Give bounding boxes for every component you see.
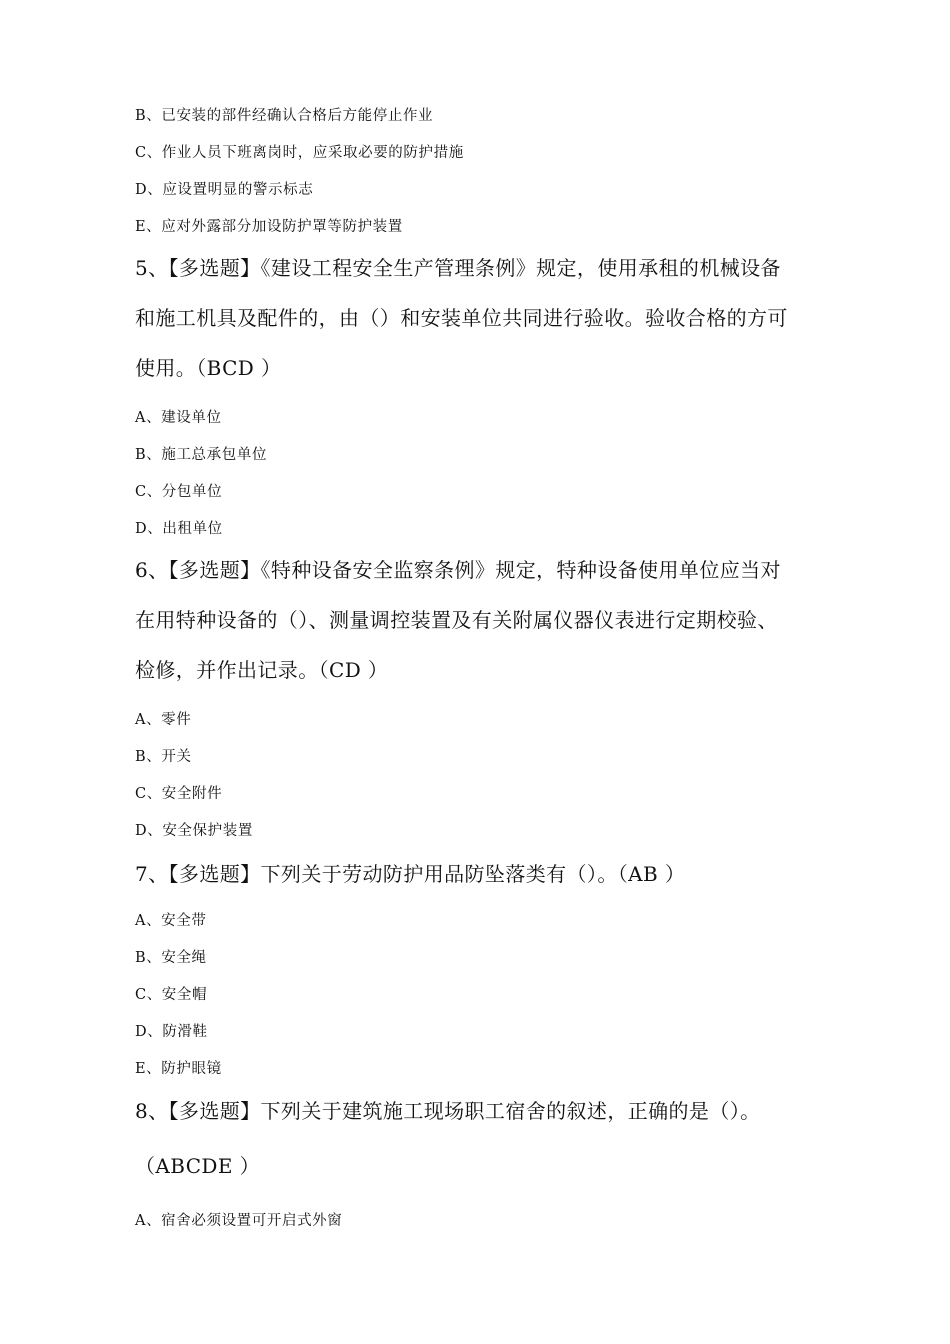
question-5-line-3: 使用。（BCD ） bbox=[135, 356, 282, 380]
question-5-line-1: 5、【多选题】《建设工程安全生产管理条例》规定，使用承租的机械设备 bbox=[135, 256, 781, 280]
question-6-option-d: D、安全保护装置 bbox=[135, 823, 253, 839]
question-5-option-c: C、分包单位 bbox=[135, 484, 223, 500]
option-prev-e: E、应对外露部分加设防护罩等防护装置 bbox=[135, 219, 403, 235]
question-5-line-2: 和施工机具及配件的，由（）和安装单位共同进行验收。验收合格的方可 bbox=[135, 306, 788, 330]
question-6-line-3: 检修，并作出记录。（CD ） bbox=[135, 658, 389, 682]
question-5-option-a: A、建设单位 bbox=[135, 410, 222, 426]
question-7-line-1: 7、【多选题】下列关于劳动防护用品防坠落类有（）。（AB ） bbox=[135, 862, 686, 886]
option-prev-d: D、应设置明显的警示标志 bbox=[135, 182, 314, 198]
question-7-option-e: E、防护眼镜 bbox=[135, 1061, 222, 1077]
question-8-line-2: （ABCDE ） bbox=[135, 1154, 261, 1178]
question-7-option-a: A、安全带 bbox=[135, 913, 207, 929]
option-prev-c: C、作业人员下班离岗时，应采取必要的防护措施 bbox=[135, 145, 464, 161]
question-6-line-2: 在用特种设备的（）、测量调控装置及有关附属仪器仪表进行定期校验、 bbox=[135, 608, 778, 632]
question-7-option-d: D、防滑鞋 bbox=[135, 1024, 208, 1040]
question-7-option-b: B、安全绳 bbox=[135, 950, 207, 966]
question-6-option-c: C、安全附件 bbox=[135, 786, 223, 802]
question-6-option-a: A、零件 bbox=[135, 712, 192, 728]
question-7-option-c: C、安全帽 bbox=[135, 987, 208, 1003]
option-prev-b: B、已安装的部件经确认合格后方能停止作业 bbox=[135, 108, 434, 124]
question-5-option-d: D、出租单位 bbox=[135, 521, 223, 537]
question-8-option-a: A、宿舍必须设置可开启式外窗 bbox=[135, 1213, 343, 1229]
question-6-line-1: 6、【多选题】《特种设备安全监察条例》规定，特种设备使用单位应当对 bbox=[135, 558, 781, 582]
question-5-option-b: B、施工总承包单位 bbox=[135, 447, 268, 463]
question-8-line-1: 8、【多选题】下列关于建筑施工现场职工宿舍的叙述，正确的是（）。 bbox=[135, 1099, 761, 1123]
question-6-option-b: B、开关 bbox=[135, 749, 192, 765]
